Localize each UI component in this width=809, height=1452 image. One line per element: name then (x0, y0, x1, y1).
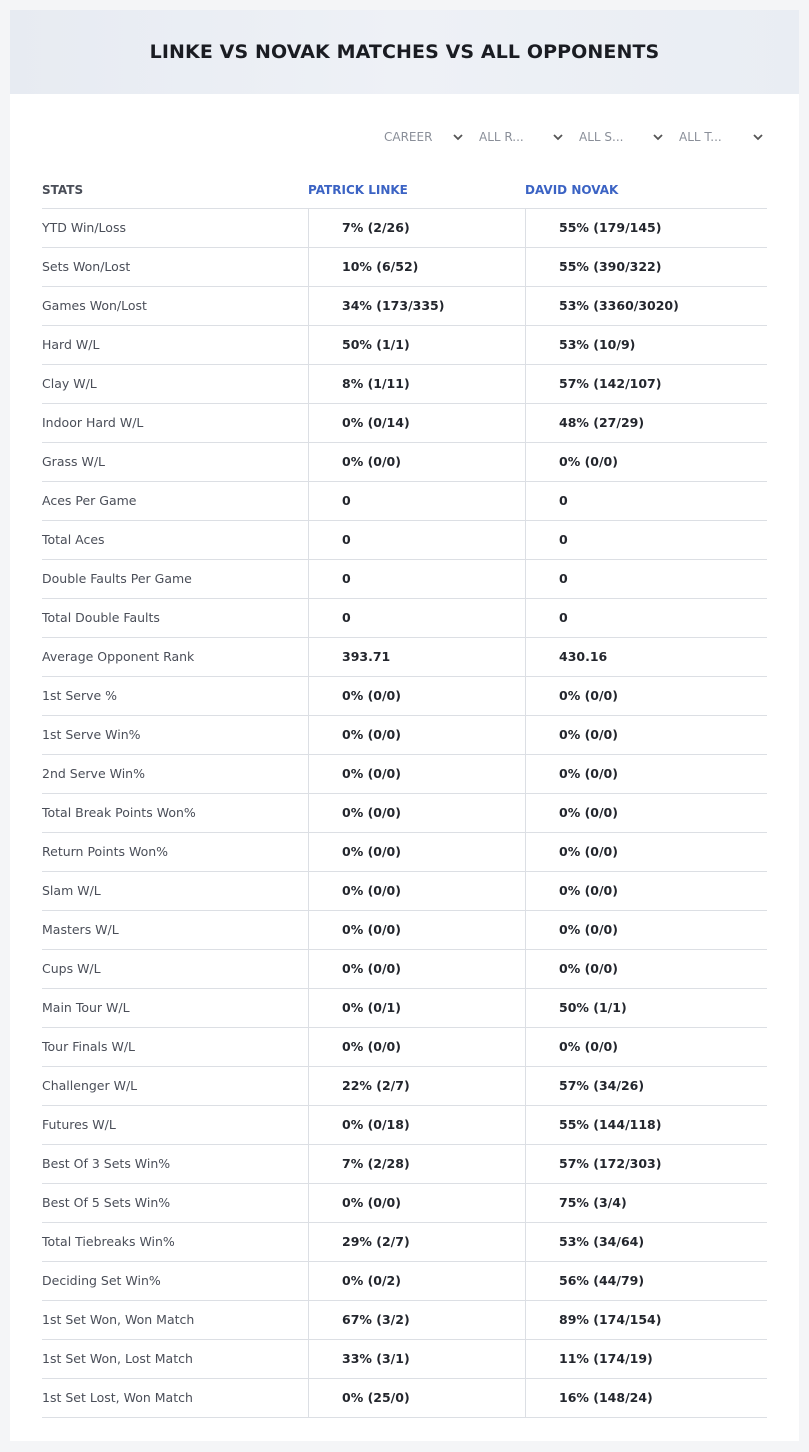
player2-value: 55% (179/145) (525, 209, 767, 247)
player1-value: 0% (0/0) (308, 443, 525, 481)
player1-value: 7% (2/26) (308, 209, 525, 247)
player2-value: 0% (0/0) (525, 755, 767, 793)
table-row (42, 599, 767, 638)
player2-value: 53% (3360/3020) (525, 287, 767, 325)
table-row (42, 1262, 767, 1301)
player1-value: 0% (25/0) (308, 1379, 525, 1417)
page-title: LINKE VS NOVAK MATCHES VS ALL OPPONENTS (149, 41, 660, 63)
player1-value: 67% (3/2) (308, 1301, 525, 1339)
player2-value: 0 (525, 560, 767, 598)
stat-label: 1st Serve % (42, 688, 118, 703)
player1-link[interactable]: PATRICK LINKE (308, 183, 408, 197)
filter-tournament-select[interactable] (679, 126, 764, 148)
table-row (42, 443, 767, 482)
player1-value: 0% (0/0) (308, 755, 525, 793)
player2-value: 56% (44/79) (525, 1262, 767, 1300)
player1-value: 0% (0/18) (308, 1106, 525, 1144)
player1-value: 8% (1/11) (308, 365, 525, 403)
table-row (42, 365, 767, 404)
stat-label: Main Tour W/L (42, 1000, 130, 1015)
player1-value: 29% (2/7) (308, 1223, 525, 1261)
player2-link[interactable]: DAVID NOVAK (525, 183, 619, 197)
player1-value: 33% (3/1) (308, 1340, 525, 1378)
stat-label: 1st Set Lost, Won Match (42, 1390, 193, 1405)
player2-value: 53% (10/9) (525, 326, 767, 364)
table-row (42, 1184, 767, 1223)
player2-value: 57% (142/107) (525, 365, 767, 403)
player2-value: 0 (525, 521, 767, 559)
player2-value: 89% (174/154) (525, 1301, 767, 1339)
player1-value: 0 (308, 560, 525, 598)
player2-value: 48% (27/29) (525, 404, 767, 442)
stat-label: Grass W/L (42, 454, 106, 469)
player2-value: 55% (144/118) (525, 1106, 767, 1144)
chevron-down-icon (652, 131, 664, 143)
table-row (42, 209, 767, 248)
stats-table (42, 208, 767, 1418)
stat-label: Best Of 3 Sets Win% (42, 1156, 171, 1171)
player1-value: 0% (0/0) (308, 872, 525, 910)
player1-value: 22% (2/7) (308, 1067, 525, 1105)
table-row (42, 1028, 767, 1067)
stat-label: Aces Per Game (42, 493, 137, 508)
table-row (42, 287, 767, 326)
player1-value: 0 (308, 482, 525, 520)
stat-label: Total Break Points Won% (42, 805, 196, 820)
player2-value: 0% (0/0) (525, 794, 767, 832)
stat-label: Slam W/L (42, 883, 101, 898)
player1-value: 0% (0/0) (308, 833, 525, 871)
player2-value: 430.16 (525, 638, 767, 676)
stat-label: Challenger W/L (42, 1078, 138, 1093)
player1-value: 393.71 (308, 638, 525, 676)
player2-value: 0% (0/0) (525, 677, 767, 715)
player1-value: 0% (0/0) (308, 794, 525, 832)
stat-label: Total Aces (42, 532, 105, 547)
table-row (42, 794, 767, 833)
player1-value: 0% (0/2) (308, 1262, 525, 1300)
player2-value: 0% (0/0) (525, 833, 767, 871)
player2-value: 53% (34/64) (525, 1223, 767, 1261)
stat-label: Average Opponent Rank (42, 649, 195, 664)
player1-value: 10% (6/52) (308, 248, 525, 286)
stat-label: Hard W/L (42, 337, 100, 352)
player1-value: 50% (1/1) (308, 326, 525, 364)
table-row (42, 1301, 767, 1340)
player1-value: 0% (0/1) (308, 989, 525, 1027)
table-row (42, 1067, 767, 1106)
table-row (42, 716, 767, 755)
stat-label: Futures W/L (42, 1117, 116, 1132)
filter-bar (10, 126, 799, 148)
table-row (42, 911, 767, 950)
stat-label: 2nd Serve Win% (42, 766, 145, 781)
table-row (42, 1340, 767, 1379)
table-row (42, 1145, 767, 1184)
table-header (42, 172, 767, 208)
stat-label: 1st Set Won, Won Match (42, 1312, 195, 1327)
player2-value: 50% (1/1) (525, 989, 767, 1027)
player1-value: 0% (0/0) (308, 1028, 525, 1066)
table-row (42, 755, 767, 794)
player2-value: 0 (525, 482, 767, 520)
table-row (42, 404, 767, 443)
player2-value: 11% (174/19) (525, 1340, 767, 1378)
filter-round-select[interactable] (479, 126, 564, 148)
player1-value: 7% (2/28) (308, 1145, 525, 1183)
stat-label: Indoor Hard W/L (42, 415, 144, 430)
stat-label: Cups W/L (42, 961, 101, 976)
table-row (42, 833, 767, 872)
filter-tournament-label: ALL T... (679, 130, 722, 144)
table-row (42, 1106, 767, 1145)
stats-column-header: STATS (42, 183, 84, 197)
table-row (42, 1223, 767, 1262)
table-row (42, 482, 767, 521)
table-row (42, 560, 767, 599)
stat-label: Return Points Won% (42, 844, 169, 859)
filter-surface-label: ALL S... (579, 130, 624, 144)
filter-period-label: CAREER (384, 130, 433, 144)
player1-value: 0 (308, 599, 525, 637)
chevron-down-icon (552, 131, 564, 143)
player2-value: 0% (0/0) (525, 872, 767, 910)
stat-label: Sets Won/Lost (42, 259, 131, 274)
player1-value: 0% (0/0) (308, 1184, 525, 1222)
stat-label: 1st Set Won, Lost Match (42, 1351, 193, 1366)
stat-label: Total Tiebreaks Win% (42, 1234, 175, 1249)
table-row (42, 989, 767, 1028)
stat-label: 1st Serve Win% (42, 727, 141, 742)
player2-value: 0% (0/0) (525, 716, 767, 754)
player2-value: 0% (0/0) (525, 911, 767, 949)
table-row (42, 1379, 767, 1418)
chevron-down-icon (752, 131, 764, 143)
player1-value: 0% (0/14) (308, 404, 525, 442)
player1-value: 0% (0/0) (308, 911, 525, 949)
table-row (42, 677, 767, 716)
player2-value: 75% (3/4) (525, 1184, 767, 1222)
player2-value: 0% (0/0) (525, 443, 767, 481)
stat-label: YTD Win/Loss (42, 220, 126, 235)
player2-value: 16% (148/24) (525, 1379, 767, 1417)
stat-label: Games Won/Lost (42, 298, 147, 313)
stat-label: Total Double Faults (42, 610, 160, 625)
player1-value: 34% (173/335) (308, 287, 525, 325)
stat-label: Tour Finals W/L (42, 1039, 136, 1054)
filter-period-select[interactable] (384, 126, 464, 148)
player2-value: 0% (0/0) (525, 950, 767, 988)
player1-value: 0% (0/0) (308, 716, 525, 754)
stat-label: Clay W/L (42, 376, 97, 391)
player1-value: 0% (0/0) (308, 677, 525, 715)
stats-card (10, 10, 799, 1441)
stat-label: Double Faults Per Game (42, 571, 192, 586)
table-row (42, 248, 767, 287)
table-row (42, 638, 767, 677)
player2-value: 57% (172/303) (525, 1145, 767, 1183)
player2-value: 0 (525, 599, 767, 637)
table-row (42, 521, 767, 560)
stat-label: Deciding Set Win% (42, 1273, 161, 1288)
player2-value: 55% (390/322) (525, 248, 767, 286)
stat-label: Masters W/L (42, 922, 119, 937)
player1-value: 0% (0/0) (308, 950, 525, 988)
filter-surface-select[interactable] (579, 126, 664, 148)
player2-value: 0% (0/0) (525, 1028, 767, 1066)
filter-round-label: ALL R... (479, 130, 524, 144)
player2-value: 57% (34/26) (525, 1067, 767, 1105)
table-row (42, 950, 767, 989)
player1-value: 0 (308, 521, 525, 559)
chevron-down-icon (452, 131, 464, 143)
table-row (42, 872, 767, 911)
table-row (42, 326, 767, 365)
card-header (10, 10, 799, 94)
stat-label: Best Of 5 Sets Win% (42, 1195, 171, 1210)
